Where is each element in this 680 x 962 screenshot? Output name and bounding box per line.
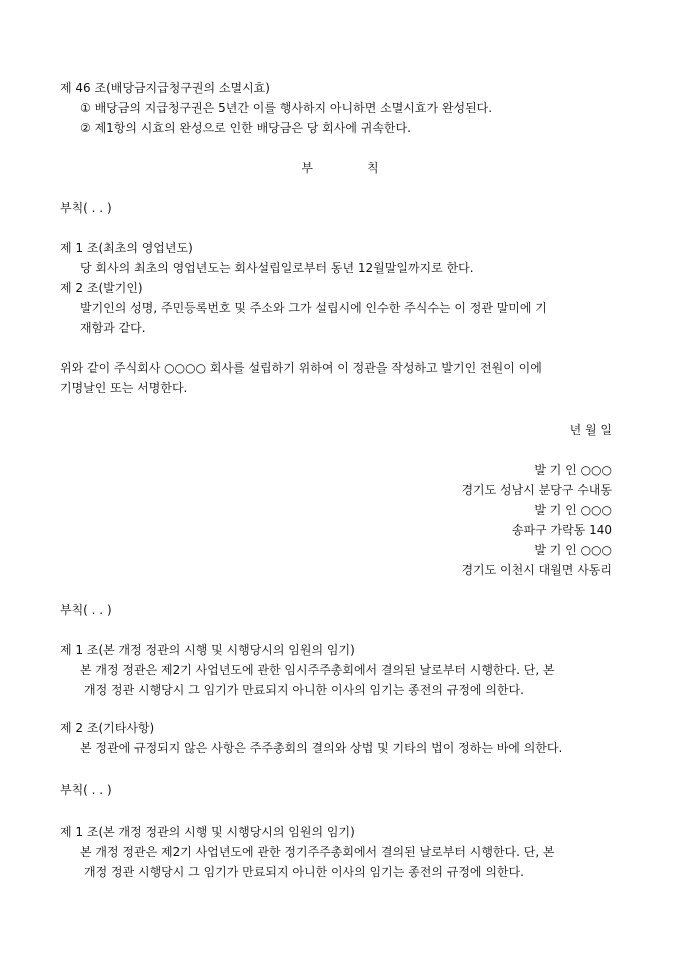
addendum-3-label: 부칙( . . ) (60, 783, 112, 797)
closing-line-2: 기명날인 또는 서명한다. (60, 381, 188, 395)
addendum-1-label: 부칙( . . ) (60, 201, 112, 215)
closing-line-1: 위와 같이 주식회사 ○○○○ 회사를 설립하기 위하여 이 정관을 작성하고 발기인 전원이 이에 (60, 361, 542, 375)
promoter-2-address: 송파구 가락동 140 (511, 523, 612, 537)
promoter-1-name: 발 기 인 ○○○ (534, 463, 612, 477)
addendum-1-article-1-body: 당 회사의 최초의 영업년도는 회사설립일로부터 동년 12월말일까지로 한다. (80, 261, 474, 275)
addendum-1-article-2-title: 제 2 조(발기인) (60, 281, 143, 295)
addendum-3-article-1-body-line-1: 본 개정 정관은 제2기 사업년도에 관한 정기주주총회에서 결의된 날로부터 시행한다. 단, 본 (80, 845, 555, 859)
addendum-2-article-1-body-line-2: 개정 정관 시행당시 그 임기가 만료되지 아니한 이사의 임기는 종전의 규정에 의한다. (84, 683, 524, 697)
addendum-1-article-2-body-line-2: 재함과 같다. (80, 321, 146, 335)
date-line: 년 월 일 (569, 423, 612, 437)
promoter-3-address: 경기도 이천시 대월면 사동리 (461, 563, 612, 577)
promoter-1-address: 경기도 성남시 분당구 수내동 (461, 483, 612, 497)
promoter-3-name: 발 기 인 ○○○ (534, 543, 612, 557)
article-46-item-1: ① 배당금의 지급청구권은 5년간 이를 행사하지 아니하면 소멸시효가 완성된다. (80, 101, 493, 115)
addendum-1-article-2-body-line-1: 발기인의 성명, 주민등록번호 및 주소와 그가 설립시에 인수한 주식수는 이 정관 말미에 기 (80, 301, 547, 315)
addendum-2-article-1-title: 제 1 조(본 개정 정관의 시행 및 시행당시의 임원의 임기) (60, 643, 355, 657)
promoter-2-name: 발 기 인 ○○○ (534, 503, 612, 517)
addendum-2-label: 부칙( . . ) (60, 603, 112, 617)
addendum-1-article-1-title: 제 1 조(최초의 영업년도) (60, 241, 193, 255)
addendum-3-article-1-title: 제 1 조(본 개정 정관의 시행 및 시행당시의 임원의 임기) (60, 825, 355, 839)
addendum-2-article-2-title: 제 2 조(기타사항) (60, 721, 155, 735)
addendum-3-article-1-body-line-2: 개정 정관 시행당시 그 임기가 만료되지 아니한 이사의 임기는 종전의 규정에 의한다. (84, 865, 524, 879)
addendum-2-article-1-body-line-1: 본 개정 정관은 제2기 사업년도에 관한 임시주주총회에서 결의된 날로부터 시행한다. 단, 본 (80, 663, 555, 677)
article-46-title: 제 46 조(배당금지급청구권의 소멸시효) (60, 81, 270, 95)
addendum-2-article-2-body: 본 정관에 규정되지 않은 사항은 주주총회의 결의와 상법 및 기타의 법이 정하는 바에 의한다. (80, 741, 563, 755)
article-46-item-2: ② 제1항의 시효의 완성으로 인한 배당금은 당 회사에 귀속한다. (80, 121, 411, 135)
addenda-heading: 부칙 (301, 161, 433, 175)
